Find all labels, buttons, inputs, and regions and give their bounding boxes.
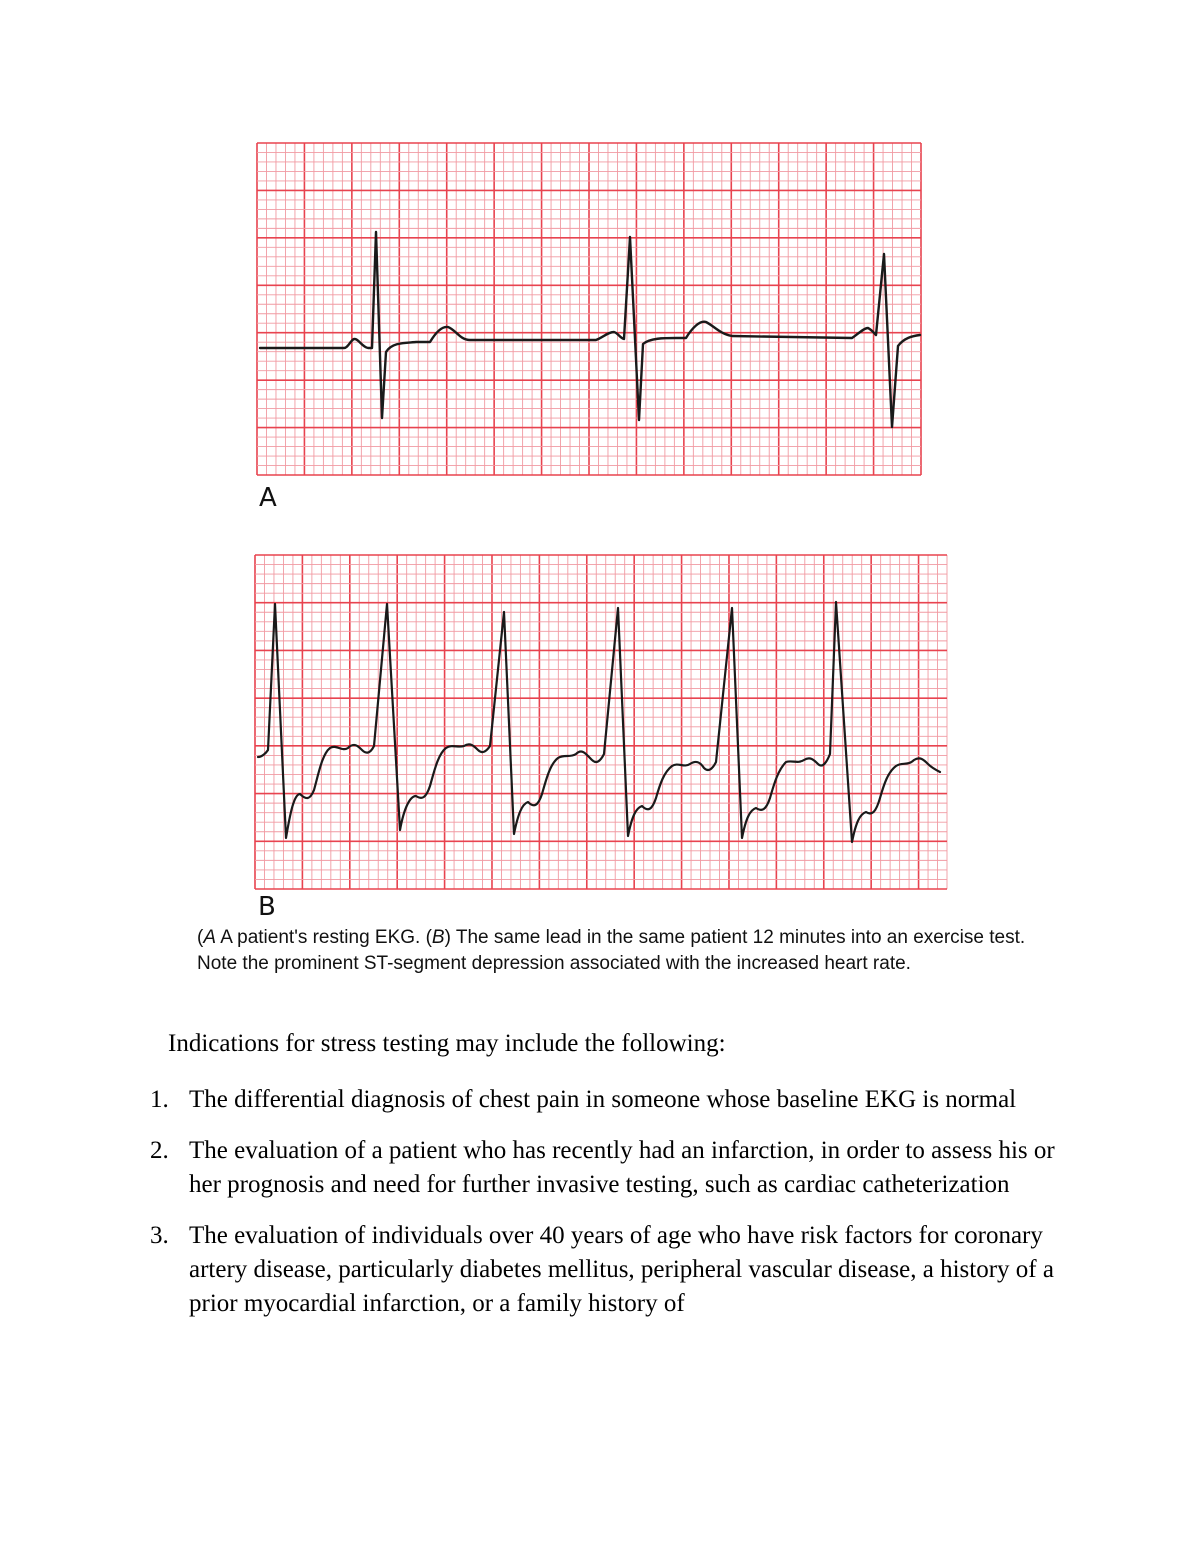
list-item (150, 1219, 1070, 1321)
list-item-number: 3. (150, 1222, 169, 1249)
figure-caption: (A A patient's resting EKG. (B) The same lead in the same patient 12 minutes into an exercise test. Note the prominent ST-segment depression associated with the increased heart rate. (197, 927, 1026, 974)
list-item-number: 1. (150, 1086, 169, 1113)
list-item (150, 1083, 1070, 1117)
indications-list (150, 1083, 1070, 1338)
indications-intro: Indications for stress testing may include the following: (168, 1030, 726, 1057)
ekg-grid-a (257, 143, 921, 475)
caption-letter-b: B (431, 927, 445, 948)
list-item-text: The evaluation of a patient who has recently had an infarction, in order to assess his or her prognosis and need for further invasive testing, such as cardiac catheterization (189, 1137, 1055, 1198)
list-item-text: The evaluation of individuals over 40 years of age who have risk factors for coronary artery disease, particularly diabetes mellitus, peripheral vascular disease, a history of a prior myocardial infarction, or a family history of (189, 1222, 1054, 1317)
panel-label-b: B (258, 892, 276, 922)
ekg-strip-resting (256, 142, 922, 476)
ekg-trace-exercise (258, 602, 940, 842)
list-item-text: The differential diagnosis of chest pain in someone whose baseline EKG is normal (189, 1086, 1017, 1113)
panel-label-a: A (259, 483, 277, 513)
caption-letter-a: A (203, 927, 217, 948)
list-item-number: 2. (150, 1137, 169, 1164)
ekg-strip-exercise (254, 554, 948, 890)
caption-text-b: ) The same lead in the same patient 12 minutes into an exercise test. Note the prominent ST-segment depression associated with the increased heart rate. (197, 927, 1026, 974)
caption-text-a: A patient's resting EKG. ( (216, 927, 432, 948)
list-item (150, 1134, 1070, 1202)
ekg-trace-resting (260, 232, 920, 427)
